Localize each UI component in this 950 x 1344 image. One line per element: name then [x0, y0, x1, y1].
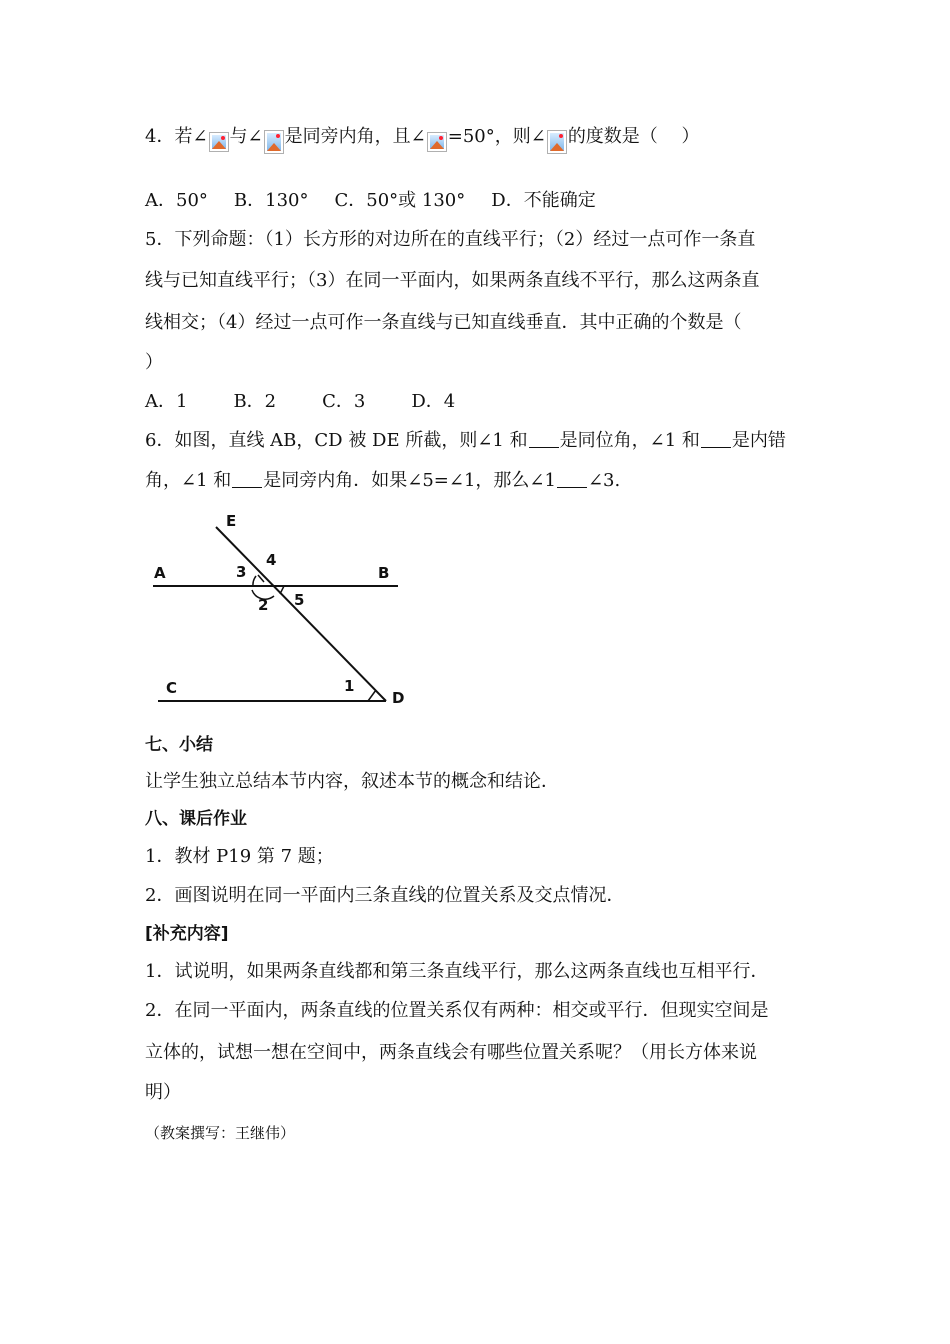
option-c: C．50°或 130°: [334, 190, 466, 211]
question-4: [145, 126, 810, 154]
label-angle-2: 2: [258, 596, 269, 614]
q5-line-3: 线相交；（4）经过一点可作一条直线与已知直线垂直．其中正确的个数是（: [145, 312, 742, 333]
q4-text-3: 是同旁内角，且∠: [284, 126, 426, 147]
q6-text-4: 角，∠1 和: [145, 470, 232, 491]
homework-heading: 八、课后作业: [145, 809, 247, 829]
q4-text-4: =50°，则∠: [447, 126, 546, 147]
option-c: C．3: [322, 391, 366, 412]
q5-options: [145, 391, 810, 413]
label-d: D: [392, 689, 405, 707]
label-e: E: [226, 512, 237, 530]
q5-line-2: 线与已知直线平行；（3）在同一平面内，如果两条直线不平行，那么这两条直: [145, 270, 760, 291]
label-c: C: [166, 679, 178, 697]
label-angle-5: 5: [294, 591, 305, 609]
supplement-item-2-line-1: 2．在同一平面内，两条直线的位置关系仅有两种：相交或平行．但现实空间是: [145, 1000, 769, 1021]
answer-blank[interactable]: [232, 471, 262, 488]
option-b: B．2: [233, 391, 277, 412]
supplement-heading: [补充内容]: [145, 924, 229, 944]
author-credit: （教案撰写：王继伟）: [145, 1124, 296, 1142]
broken-image-icon: [547, 130, 567, 154]
supplement-item-1: 1．试说明，如果两条直线都和第三条直线平行，那么这两条直线也互相平行．: [145, 961, 769, 982]
homework-item-2: 2．画图说明在同一平面内三条直线的位置关系及交点情况．: [145, 885, 625, 906]
q4-text-1: 4．若∠: [145, 126, 208, 147]
q4-options: [145, 190, 810, 212]
option-a: A．1: [145, 391, 188, 412]
label-angle-4: 4: [266, 551, 277, 569]
option-a: A．50°: [145, 190, 208, 211]
label-angle-1: 1: [344, 677, 355, 695]
broken-image-icon: [427, 132, 447, 152]
angle-1-mark: [368, 690, 376, 701]
option-b: B．130°: [233, 190, 309, 211]
q6-text-2: 是同位角，∠1 和: [559, 430, 700, 451]
q6-text-3: 是内错: [731, 430, 786, 451]
label-b: B: [378, 564, 390, 582]
q6-line-1: [145, 430, 810, 452]
angle-3-arc: [253, 576, 256, 586]
geometry-figure: [148, 510, 418, 710]
q4-text-5: 的度数是（ ）: [567, 126, 700, 147]
homework-item-1: 1．教材 P19 第 7 题；: [145, 846, 334, 867]
q6-text-6: ∠3.: [587, 470, 621, 491]
supplement-item-2-line-3: 明）: [145, 1082, 181, 1103]
broken-image-icon: [209, 132, 229, 152]
q4-text-2: 与∠: [229, 126, 263, 147]
q6-text-1: 6．如图，直线 AB，CD 被 DE 所截，则∠1 和: [145, 430, 528, 451]
q6-text-5: 是同旁内角．如果∠5=∠1，那么∠1: [263, 470, 556, 491]
supplement-item-2-line-2: 立体的，试想一想在空间中，两条直线会有哪些位置关系呢？（用长方体来说: [145, 1042, 757, 1063]
angle-5-mark: [280, 586, 284, 594]
line-de: [216, 527, 386, 701]
option-d: D．4: [411, 391, 456, 412]
label-angle-3: 3: [236, 563, 247, 581]
q5-line-1: 5．下列命题：（1）长方形的对边所在的直线平行；（2）经过一点可作一条直: [145, 229, 756, 250]
answer-blank[interactable]: [529, 431, 559, 448]
label-a: A: [154, 564, 166, 582]
summary-heading: 七、小结: [145, 735, 213, 755]
option-d: D．不能确定: [491, 190, 596, 211]
q6-line-2: [145, 470, 810, 492]
answer-blank[interactable]: [701, 431, 731, 448]
answer-blank[interactable]: [557, 471, 587, 488]
summary-text: 让学生独立总结本节内容，叙述本节的概念和结论．: [145, 771, 559, 792]
broken-image-icon: [264, 130, 284, 154]
q5-line-4: ）: [145, 352, 163, 373]
